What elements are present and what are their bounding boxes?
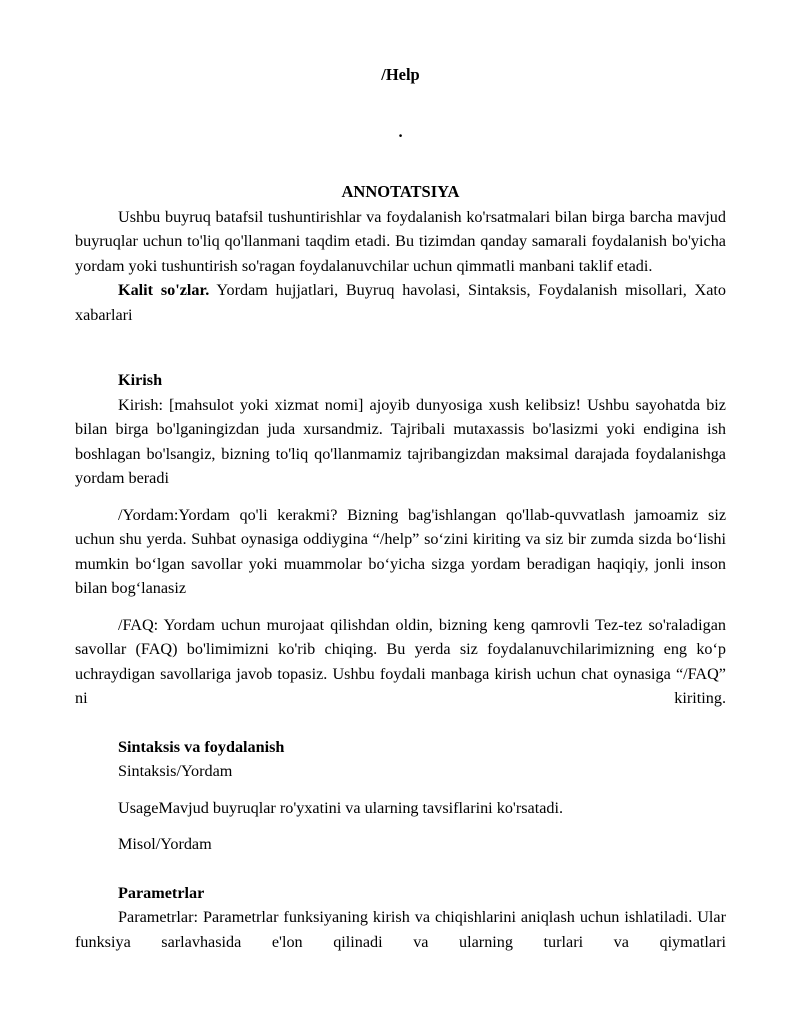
line-spacer: [75, 820, 726, 832]
parametrlar-paragraph: Parametrlar: Parametrlar funksiyaning kirish va chiqishlarini aniqlash uchun ishlatiladi. Ular funksiya sarlavhasida e'lon qilinadi va ularning turlari va qiymatlari: [75, 908, 726, 951]
annotation-body: Ushbu buyruq batafsil tushuntirishlar va foydalanish ko'rsatmalari bilan birga barcha mavjud buyruqlar uchun to'liq qo'llanmani taqdim etadi. Bu tizimdan qanday samarali foydalanish bo'yicha yordam yoki tushuntirish so'ragan foydalanuvchilar uchun qimmatli manbani taklif etadi.: [75, 207, 726, 275]
keywords-paragraph: [75, 278, 726, 327]
line-spacer: [75, 784, 726, 796]
paragraph-spacer: [75, 601, 726, 613]
kirish-paragraph-yordam: /Yordam:Yordam qo'li kerakmi? Bizning bag'ishlangan qo'llab-quvvatlash jamoamiz siz uchun shu yerda. Suhbat oynasiga oddiygina “/help” soʻzini kiriting va siz bir zumda sizda boʻlishi mumkin boʻlgan savollar yoki muammolar boʻyicha sizga yordam beradigan haqiqiy, jonli inson bilan bogʻlanasiz: [75, 505, 726, 597]
paragraph-spacer: [75, 491, 726, 503]
document-content: [75, 0, 726, 954]
sintaksis-line-example: Misol/Yordam: [118, 835, 212, 853]
section-spacer: [75, 711, 726, 735]
section-heading-kirish: Kirish: [118, 371, 163, 389]
sintaksis-line-usage: UsageMavjud buyruqlar ro'yxatini va ularning tavsiflarini ko'rsatadi.: [118, 798, 564, 817]
section-spacer: [75, 857, 726, 881]
page-title: /Help: [381, 65, 420, 84]
kirish-paragraph-intro: Kirish: [mahsulot yoki xizmat nomi] ajoyib dunyosiga xush kelibsiz! Ushbu sayohatda biz bilan birga bo'lganingizdan juda xursandmiz. Tajribali mutaxassis bo'lasizmi yoki endigina ish boshlagan bo'lsangiz, bizning to'liq qo'llanmamiz tajribangizdan maksimal darajada foydalanishga yordam beradi: [75, 395, 726, 487]
section-spacer: [75, 327, 726, 368]
sintaksis-line-syntax: Sintaksis/Yordam: [118, 762, 233, 780]
title-separator-dot: .: [398, 121, 403, 141]
section-heading-parametrlar: Parametrlar: [118, 883, 205, 902]
section-heading-sintaksis: Sintaksis va foydalanish: [118, 737, 285, 756]
keywords-value: Yordam hujjatlari, Buyruq havolasi, Sintaksis, Foydalanish misollari, Xato xabarlari: [75, 281, 727, 324]
keywords-label: Kalit so'zlar.: [118, 281, 210, 299]
kirish-paragraph-faq: /FAQ: Yordam uchun murojaat qilishdan oldin, bizning keng qamrovli Tez-tez so'raladigan savollar (FAQ) bo'limimizni ko'rib chiqing. Bu yerda siz foydalanuvchilarimizning eng koʻp uchraydigan savollariga javob topasiz. Ushbu foydali manbaga kirish uchun chat oynasiga “/FAQ” ni kiriting.: [75, 615, 726, 707]
annotation-heading: ANNOTATSIYA: [341, 182, 460, 201]
